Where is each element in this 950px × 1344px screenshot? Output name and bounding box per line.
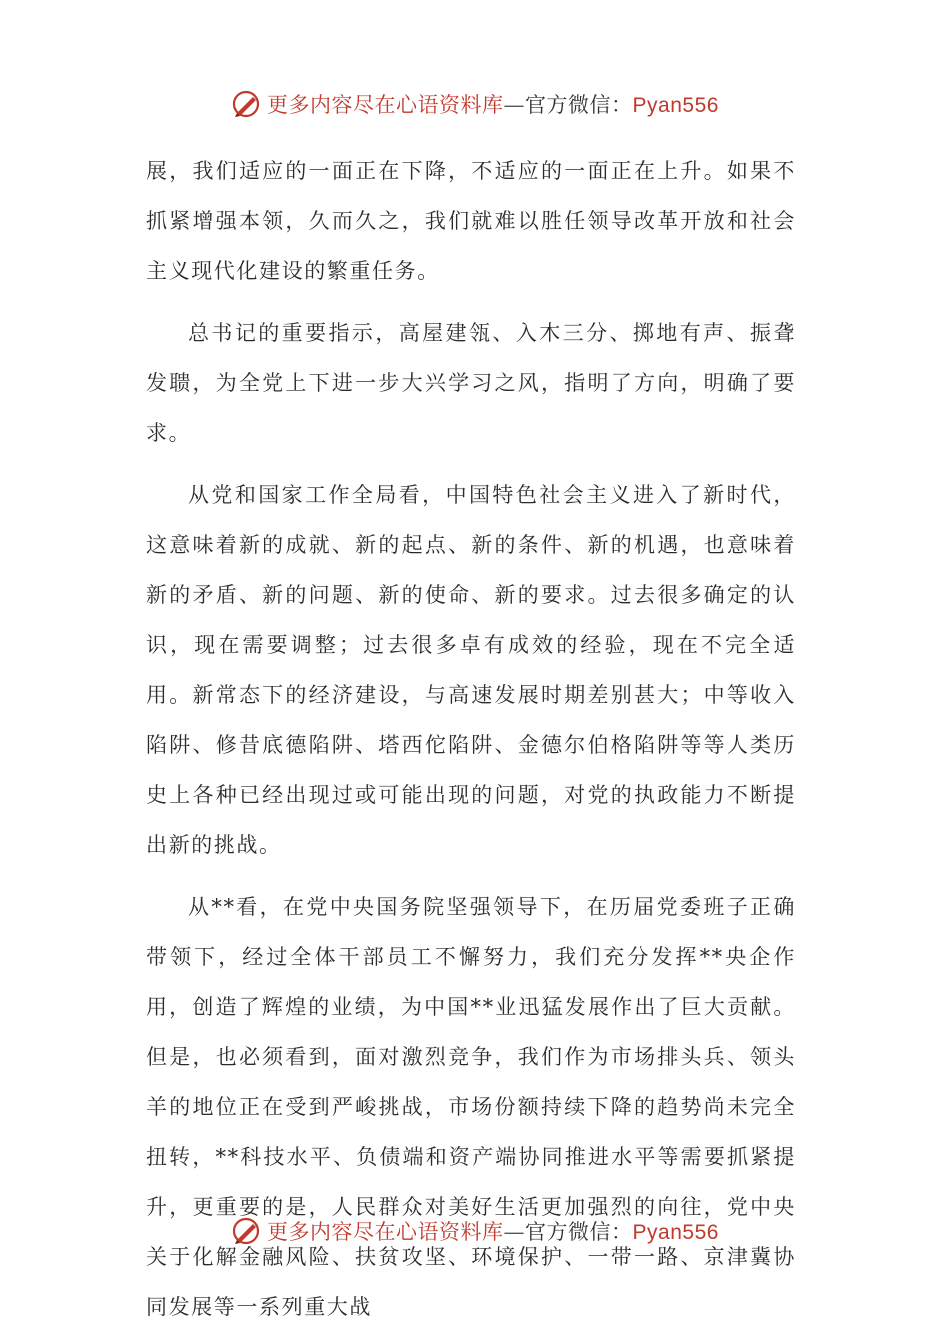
paragraph-continuation: 展，我们适应的一面正在下降，不适应的一面正在上升。如果不抓紧增强本领，久而久之，我们就难以胜任领导改革开放和社会主义现代化建设的繁重任务。 xyxy=(146,159,796,283)
paragraph: 总书记的重要指示，高屋建瓴、入木三分、掷地有声、振聋发聩，为全党上下进一步大兴学习之风，指明了方向，明确了要求。 xyxy=(146,321,796,445)
pen-logo-icon xyxy=(231,89,261,119)
banner-main-text: 更多内容尽在心语资料库 xyxy=(267,93,504,117)
banner-separator: — xyxy=(503,93,526,117)
pen-logo-icon xyxy=(231,1216,261,1246)
banner-separator: — xyxy=(503,1220,526,1244)
paragraph: 从**看，在党中央国务院坚强领导下，在历届党委班子正确带领下，经过全体干部员工不懈努力，我们充分发挥**央企作用，创造了辉煌的业绩，为中国**业迅猛发展作出了巨大贡献。但是，也必须看到，面对激烈竞争，我们作为市场排头兵、领头羊的地位正在受到严峻挑战，市场份额持续下降的趋势尚未完全扭转，**科技水平、负债端和资产端协同推进水平等需要抓紧提升，更重要的是，人民群众对美好生活更加强烈的向往，党中央关于化解金融风险、扶贫攻坚、环境保护、一带一路、京津冀协同发展等一系列重大战 xyxy=(146,895,796,1319)
paragraph: 从党和国家工作全局看，中国特色社会主义进入了新时代，这意味着新的成就、新的起点、新的条件、新的机遇，也意味着新的矛盾、新的问题、新的使命、新的要求。过去很多确定的认识，现在需要调整；过去很多卓有成效的经验，现在不完全适用。新常态下的经济建设，与高速发展时期差别甚大；中等收入陷阱、修昔底德陷阱、塔西佗陷阱、金德尔伯格陷阱等等人类历史上各种已经出现过或可能出现的问题，对党的执政能力不断提出新的挑战。 xyxy=(146,483,796,857)
banner-main-text: 更多内容尽在心语资料库 xyxy=(267,1220,504,1244)
banner-text xyxy=(267,89,719,119)
banner-wechat-id: Pyan556 xyxy=(632,1221,719,1244)
banner-wechat-id: Pyan556 xyxy=(632,94,719,117)
banner-sub-text: 官方微信： xyxy=(525,1220,633,1244)
header-watermark-banner xyxy=(0,84,950,124)
footer-watermark-banner xyxy=(0,1211,950,1251)
document-body xyxy=(146,146,796,1332)
banner-text xyxy=(267,1216,719,1246)
banner-sub-text: 官方微信： xyxy=(525,93,633,117)
